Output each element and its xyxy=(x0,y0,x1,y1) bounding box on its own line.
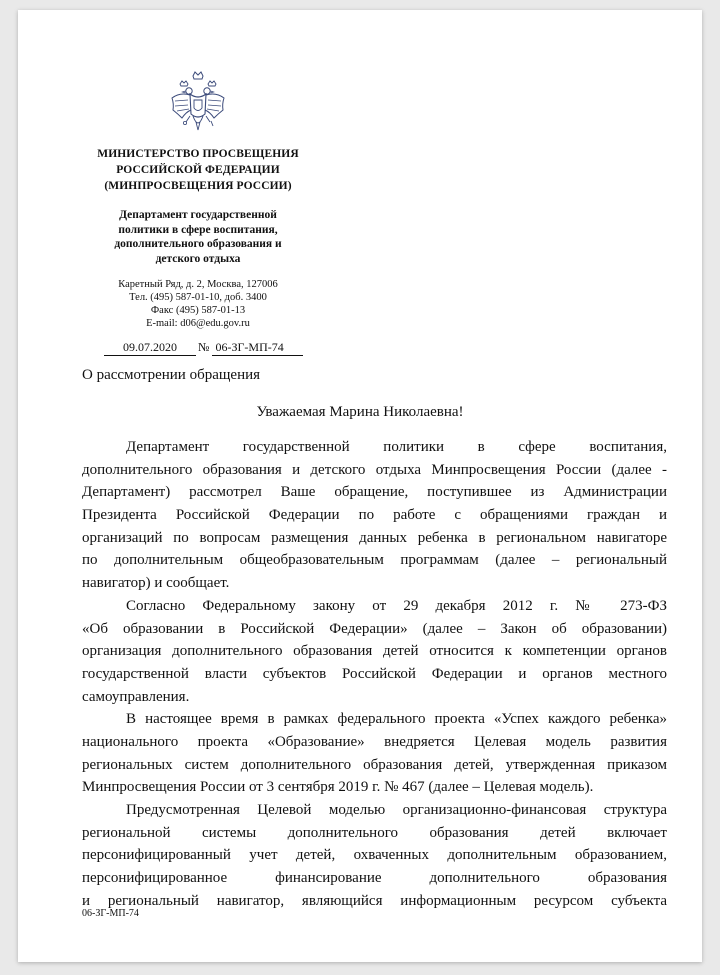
letter-body xyxy=(82,436,667,912)
department-name-line: дополнительного образования и xyxy=(114,238,282,250)
body-line: Департамент государственной политики в сфере воспитания, xyxy=(126,439,667,455)
contact-block xyxy=(88,278,308,330)
body-line: по дополнительным общеобразовательным программам (далее – региональный xyxy=(82,552,667,569)
body-line: региональных систем дополнительного образования детей, утвержденная приказом xyxy=(82,756,667,773)
ministry-name-line: (МИНПРОСВЕЩЕНИЯ РОССИИ) xyxy=(104,180,292,192)
ministry-name-line: МИНИСТЕРСТВО ПРОСВЕЩЕНИЯ xyxy=(97,148,299,160)
phone: Тел. (495) 587-01-10, доб. 3400 xyxy=(129,292,267,303)
department-name-line: Департамент государственной xyxy=(119,209,277,221)
number-sign: № xyxy=(198,340,210,354)
fax: Факс (495) 587-01-13 xyxy=(150,305,246,316)
body-line: организация дополнительного образования детей относится к компетенции органов xyxy=(82,643,667,660)
body-line: дополнительного образования и детского отдыха Минпросвещения России (далее - xyxy=(82,461,667,478)
department-name-line: политики в сфере воспитания, xyxy=(118,223,278,236)
body-line: Президента Российской Федерации по работе с обращениями граждан и xyxy=(82,507,667,524)
registration-line xyxy=(104,340,314,356)
letter-number: 06-ЗГ-МП-74 xyxy=(212,340,303,356)
body-line: В настоящее время в рамках федерального проекта «Успех каждого ребенка» xyxy=(126,711,667,728)
body-line: персонифицированное финансирование дополнительного образования xyxy=(82,870,667,887)
body-line: Предусмотренная Целевой моделью организационно-финансовая структура xyxy=(126,802,667,818)
body-line: Департамент) рассмотрел Ваше обращение, поступившее из Администрации xyxy=(82,484,667,501)
body-line: и региональный навигатор, являющийся информационным ресурсом субъекта xyxy=(82,892,667,909)
body-line: персонифицированный учет детей, охваченных дополнительным образованием, xyxy=(82,847,667,864)
ministry-name-line: РОССИЙСКОЙ ФЕДЕРАЦИИ xyxy=(116,164,280,176)
russian-coat-of-arms-icon xyxy=(168,70,228,138)
letter-page xyxy=(18,10,702,962)
body-line: государственной власти субъектов Российской Федерации и органов местного xyxy=(82,665,667,682)
body-line: навигатор) и сообщает. xyxy=(82,575,230,592)
greeting: Уважаемая Марина Николаевна! xyxy=(256,404,464,420)
body-line: региональной системы дополнительного образования детей включает xyxy=(82,824,667,841)
address: Каретный Ряд, д. 2, Москва, 127006 xyxy=(118,279,278,290)
ministry-name xyxy=(88,146,308,194)
body-line: национального проекта «Образование» внедряется Целевая модель развития xyxy=(82,733,667,750)
body-line: организаций по вопросам размещения данных ребенка в региональном навигаторе xyxy=(82,529,667,546)
body-line: «Об образовании в Российской Федерации» (далее – Закон об образовании) xyxy=(82,620,667,637)
body-line: Согласно Федеральному закону от 29 декабря 2012 г. № 273-ФЗ xyxy=(126,597,667,614)
email: E-mail: d06@edu.gov.ru xyxy=(146,318,250,329)
body-line: Минпросвещения России от 3 сентября 2019 г. № 467 (далее – Целевая модель). xyxy=(82,779,594,796)
department-name-line: детского отдыха xyxy=(155,252,241,265)
letter-date: 09.07.2020 xyxy=(104,340,196,356)
department-name xyxy=(88,208,308,266)
letterhead xyxy=(88,70,308,330)
body-line: самоуправления. xyxy=(82,688,190,705)
letter-subject: О рассмотрении обращения xyxy=(82,367,261,383)
footer-reference: 06-ЗГ-МП-74 xyxy=(82,908,139,919)
